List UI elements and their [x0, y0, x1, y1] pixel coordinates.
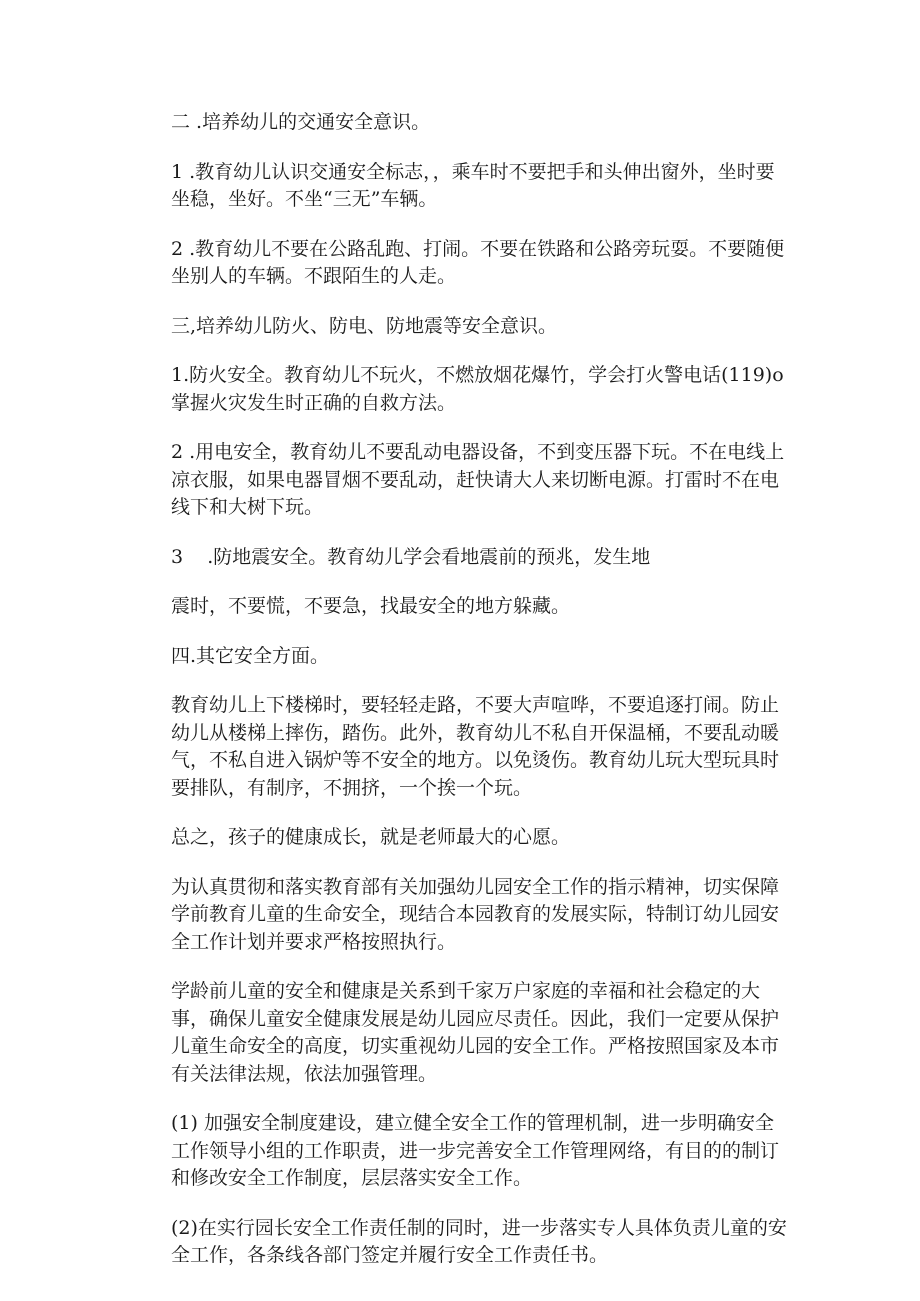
- paragraph-wrapper: [0, 362, 791, 417]
- paragraph-wrapper: [0, 159, 791, 214]
- paragraph-earthquake-safety: 3 .防地震安全。教育幼儿学会看地震前的预兆，发生地: [171, 545, 651, 568]
- paragraph-item-1: (1) 加强安全制度建设，建立健全安全工作的管理机制，进一步明确安全工作领导小组的工作职责，进一步完善安全工作管理网络，有目的的制订和修改安全工作制度，层层落实安全工作。: [171, 1112, 780, 1189]
- paragraph-wrapper: [0, 236, 791, 291]
- paragraph-fire-safety: 1.防火安全。教育幼儿不玩火，不燃放烟花爆竹，学会打火警电话(119)o 掌握火灾发生时正确的自救方法。: [171, 364, 790, 414]
- paragraph-conclusion: 总之，孩子的健康成长，就是老师最大的心愿。: [171, 826, 571, 848]
- heading-fire-electric-quake: 三,培养幼儿防火、防电、防地震等安全意识。: [171, 314, 558, 337]
- paragraph-wrapper: [0, 439, 791, 522]
- heading-traffic-safety: 二 .培养幼儿的交通安全意识。: [171, 111, 431, 133]
- paragraph-electric-safety: 2 .用电安全，教育幼儿不要乱动电器设备，不到变压器下玩。不在电线上凉衣服，如果电器冒烟不要乱动，赶快请大人来切断电源。打雷时不在电线下和大树下玩。: [171, 441, 785, 518]
- document-body: [171, 104, 791, 1270]
- paragraph-wrapper: [0, 692, 791, 802]
- paragraph-earthquake-continued: 震时，不要慌，不要急，找最安全的地方躲藏。: [171, 595, 571, 617]
- paragraph-wrapper: [0, 1110, 791, 1193]
- paragraph-stairs-safety: 教育幼儿上下楼梯时，要轻轻走路，不要大声喧哗，不要追逐打闹。防止幼儿从楼梯上摔伤，踏伤。此外，教育幼儿不私自开保温桶，不要乱动暖气，不私自进入锅炉等不安全的地方。以免烫伤。教育幼儿玩大型玩具时要排队，有制序，不拥挤，一个挨一个玩。: [171, 694, 780, 799]
- paragraph-preschool-safety: 学龄前儿童的安全和健康是关系到千家万户家庭的幸福和社会稳定的大事，确保儿童安全健康发展是幼儿园应尽责任。因此，我们一定要从保护儿童生命安全的高度，切实重视幼儿园的安全工作。严格按照国家及本市有关法律法规，依法加强管理。: [171, 980, 780, 1085]
- paragraph-traffic-1: 1 .教育幼儿认识交通安全标志，，乘车时不要把手和头伸出窗外，坐时要坐稳，坐好。不坐“三无”车辆。: [171, 160, 775, 210]
- paragraph-plan-intro: 为认真贯彻和落实教育部有关加强幼儿园安全工作的指示精神，切实保障学前教育儿童的生命安全，现结合本园教育的发展实际，特制订幼儿园安全工作计划并要求严格按照执行。: [171, 875, 780, 953]
- paragraph-item-2: (2)在实行园长安全工作责任制的同时，进一步落实专人具体负责儿童的安全工作，各条线各部门签定并履行安全工作责任书。: [171, 1216, 787, 1266]
- paragraph-wrapper: [0, 1215, 791, 1270]
- paragraph-wrapper: [0, 978, 791, 1088]
- paragraph-traffic-2: 2 .教育幼儿不要在公路乱跑、打闹。不要在铁路和公路旁玩耍。不要随便坐别人的车辆。不跟陌生的人走。: [171, 237, 785, 287]
- heading-other-safety: 四.其它安全方面。: [171, 644, 330, 667]
- paragraph-wrapper: [0, 874, 791, 957]
